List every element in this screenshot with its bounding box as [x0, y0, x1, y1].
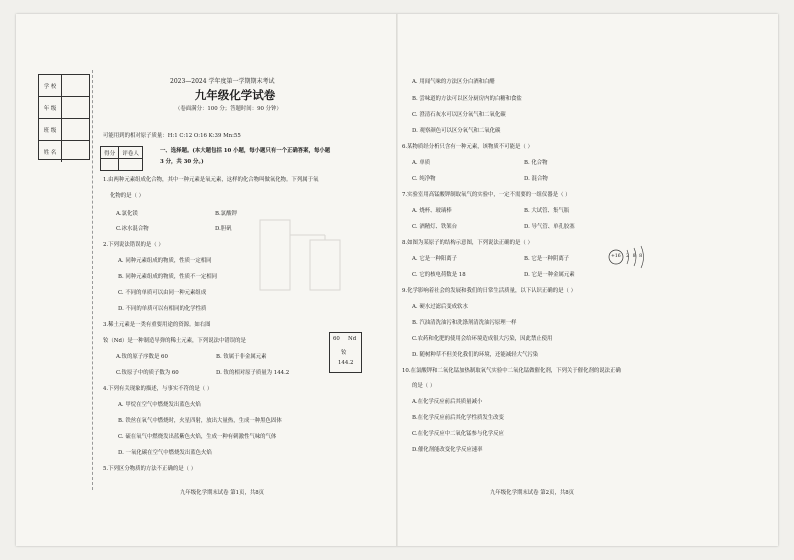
q6-stem: 6.某物质经分析只含有一种元素，该物质不可能是（ ） — [402, 144, 533, 150]
q1-stem-cont: 化物的是（ ） — [110, 193, 145, 199]
q3-stem-cont: 钕（Nd）是一种制造导弹的稀土元素，下列说法中错误的是 — [103, 338, 246, 344]
q3-option-c: C.钕原子中的质子数为 60 — [116, 370, 179, 376]
element-name: 钕 — [341, 350, 347, 356]
q1-stem: 1.由两种元素组成化合物，其中一种元素是氧元素，这样的化合物叫做氧化物。下列属于氧 — [103, 177, 319, 183]
atomic-structure-diagram — [608, 245, 650, 269]
score-blank — [101, 159, 119, 171]
section-heading: 一、选择题。(本大题包括 10 小题，每小题只有一个正确答案，每小题 — [160, 148, 331, 154]
q4-option-d: D. 一氧化碳在空气中燃烧发出蓝色火焰 — [118, 450, 212, 456]
q7-option-d: D. 导气管、单孔胶塞 — [524, 224, 575, 230]
q2-option-b: B. 同种元素组成的物质，性质不一定相同 — [118, 274, 218, 280]
q4-option-c: C. 硫在氧气中燃烧发出蓝紫色火焰，生成一种有刺激性气味的气体 — [118, 434, 277, 440]
q9-option-a: A. 硬水过滤后变成软水 — [412, 304, 468, 310]
q5-option-a: A. 用闻气味的方法区分白酒和白醋 — [412, 79, 495, 85]
q7-stem: 7.实验室用高锰酸钾制取氧气的实验中，一定不需要的一组仪器是（ ） — [402, 192, 571, 198]
q10-stem-cont: 的是（ ） — [412, 383, 436, 389]
periodic-element-tile — [329, 332, 362, 373]
q1-option-a: A.氯化镁 — [116, 211, 138, 217]
q5-option-c: C. 澄清石灰水可以区分氧气和二氧化碳 — [412, 112, 506, 118]
q10-stem: 10.在氯酸钾和二氧化锰加热制取氧气实验中二氧化锰做催化剂，下列关于催化剂的说法正确 — [402, 368, 621, 374]
q1-option-b: B.氯酸钾 — [215, 211, 237, 217]
q4-option-b: B. 铁丝在氧气中燃烧时，火星四射，放出大量热，生成一种黑色固体 — [118, 418, 282, 424]
section-heading-cont: 3 分，共 30 分。) — [160, 159, 204, 165]
q9-stem: 9.化学影响着社会的发展和我们的日常生活质量，以下认识正确的是（ ） — [402, 288, 576, 294]
info-label: 姓 名 — [39, 141, 62, 162]
exam-subtitle: （卷面满分：100 分；答题时间：90 分钟） — [175, 106, 282, 112]
score-table — [100, 146, 143, 171]
shell-electrons: 2 8 8 — [626, 254, 644, 259]
q6-option-b: B. 化合物 — [524, 160, 548, 166]
q3-option-b: B. 钕属于非金属元素 — [216, 354, 267, 360]
q1-option-d: D.胆矾 — [215, 226, 232, 232]
atomic-masses: 可能用到的相对原子质量：H:1 C:12 O:16 K:39 Mn:55 — [103, 133, 241, 139]
q5-option-d: D. 观察颜色可以区分氧气和二氧化碳 — [412, 128, 501, 134]
page-title: 九年级化学试卷 — [194, 88, 276, 102]
nucleus-charge: +16 — [611, 254, 621, 259]
q2-stem: 2.下列说法错误的是（ ） — [103, 242, 164, 248]
q3-stem: 3.稀土元素是一类有重要用途的资源。如右图 — [103, 322, 211, 328]
grader-cell: 评卷人 — [119, 147, 143, 159]
info-row-grade — [39, 97, 89, 119]
page-fold — [396, 14, 398, 546]
q10-option-a: A.在化学反应前后其质量减小 — [412, 399, 483, 405]
q7-option-a: A. 烧杯、玻璃棒 — [412, 208, 452, 214]
q4-stem: 4.下列有关现象的描述，与事实不符的是（ ） — [103, 386, 213, 392]
grader-blank — [119, 159, 143, 171]
q1-option-c: C.冰水混合物 — [116, 226, 149, 232]
q8-option-d: D. 它是一种金属元素 — [524, 272, 575, 278]
q5-stem: 5.下列区分物质的方法不正确的是（ ） — [103, 466, 197, 472]
q6-option-c: C. 纯净物 — [412, 176, 436, 182]
q4-option-a: A. 甲烷在空气中燃烧发出蓝色火焰 — [118, 402, 201, 408]
binding-dashed-line — [92, 70, 93, 490]
q5-option-b: B. 尝味道的方法可以区分厨房内的白糖和食盐 — [412, 96, 522, 102]
student-info-box — [38, 74, 90, 160]
q9-option-c: C.农药和化肥的使用会给环境造成很大污染，因此禁止使用 — [412, 336, 553, 342]
exam-year-line: 2023—2024 学年度第一学期期末考试 — [170, 78, 275, 85]
q8-option-b: B. 它是一种阴离子 — [524, 256, 570, 262]
element-atomic-number: 60 — [333, 336, 340, 342]
footer-right: 九年级化学期末试卷 第2页，共8页 — [490, 490, 575, 496]
info-label: 年 级 — [39, 97, 62, 118]
q8-stem: 8.如图为某原子的结构示意图，下列说法正确的是（ ） — [402, 240, 533, 246]
q9-option-b: B. 汽油清洗油污和洗涤剂清洗油污原理一样 — [412, 320, 517, 326]
info-row-school — [39, 75, 89, 97]
q6-option-d: D. 混合物 — [524, 176, 548, 182]
score-cell: 得分 — [101, 147, 119, 159]
q7-option-b: B. 大试管、集气瓶 — [524, 208, 570, 214]
q10-option-c: C.在化学反应中二氧化锰参与化学反应 — [412, 431, 504, 437]
element-symbol: Nd — [348, 336, 357, 342]
q8-option-c: C. 它的核电荷数是 18 — [412, 272, 466, 278]
element-mass: 144.2 — [338, 360, 354, 366]
q10-option-d: D.催化剂能改变化学反应速率 — [412, 447, 483, 453]
q6-option-a: A. 单质 — [412, 160, 431, 166]
q7-option-c: C. 酒精灯、铁架台 — [412, 224, 458, 230]
bleed-through-diagram — [240, 210, 360, 310]
q2-option-d: D. 不同的单质可以有相同的化学性质 — [118, 306, 207, 312]
q2-option-c: C. 不同的单质可以由同一种元素组成 — [118, 290, 207, 296]
q3-option-a: A.钕的原子序数是 60 — [116, 354, 168, 360]
footer-left: 九年级化学期末试卷 第1页，共8页 — [180, 490, 265, 496]
q2-option-a: A. 同种元素组成的物质，性质一定相同 — [118, 258, 212, 264]
info-row-name — [39, 141, 89, 162]
q9-option-d: D. 随树种草不但美化我们的环境，还能减轻大气污染 — [412, 352, 539, 358]
q10-option-b: B.在化学反应前后其化学性质发生改变 — [412, 415, 504, 421]
info-label: 班 级 — [39, 119, 62, 140]
info-row-class — [39, 119, 89, 141]
info-label: 学 校 — [39, 75, 62, 96]
q8-option-a: A. 它是一种阳离子 — [412, 256, 458, 262]
q3-option-d: D. 钕的相对原子质量为 144.2 — [216, 370, 290, 376]
